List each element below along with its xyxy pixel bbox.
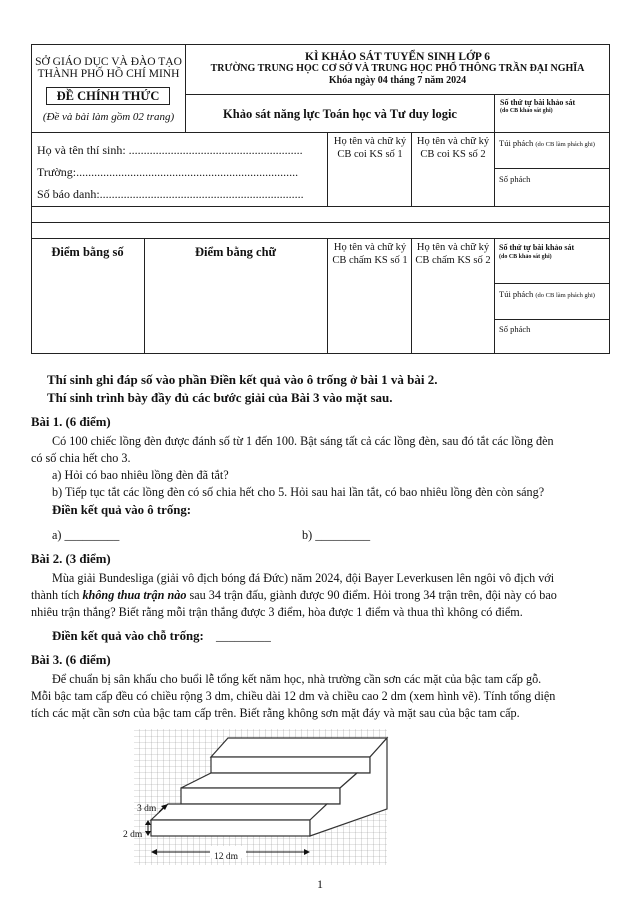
step2-front	[181, 788, 340, 804]
bai1-text1: Có 100 chiếc lồng đèn được đánh số từ 1 đến 100. Bật sáng tất cả các lồng đèn, sau đó tắt các lồng đèn	[52, 434, 554, 448]
code-label-bottom: Số phách	[499, 324, 531, 334]
grading-stt-note: (do CB khảo sát ghi)	[499, 254, 552, 260]
proctor1-label: Họ tên và chữ ký CB coi KS số 1	[333, 136, 407, 160]
bai1-answer-a[interactable]: a) _________	[52, 528, 120, 542]
bai3-text2: Mỗi bậc tam cấp đều có chiều rộng 3 dm, chiều dài 12 dm và chiều cao 2 dm (xem hình vẽ). Tính tổng diện	[31, 689, 556, 703]
bag-cell-bottom	[499, 289, 609, 301]
official-label: ĐỀ CHÍNH THỨC	[56, 89, 160, 103]
bai2-text2	[31, 587, 631, 604]
divider	[411, 132, 412, 207]
bai3-text3: tích các mặt cần sơn của bậc tam cấp trên. Biết rằng không sơn mặt đáy và mặt sau của bậc tam cấp.	[31, 706, 520, 720]
stt-label: Số thứ tự bài khảo sát	[500, 98, 576, 107]
bai1-title: Bài 1. (6 điểm)	[31, 415, 111, 429]
bai2-text3: nhiêu trận thắng? Biết rằng mỗi trận thắng được 3 điểm, hòa được 1 điểm và thua thì không có điểm.	[31, 605, 523, 619]
bai1-question-a: a) Hỏi có bao nhiêu lồng đèn đã tắt?	[52, 468, 229, 482]
bai2-title: Bài 2. (3 điểm)	[31, 552, 111, 566]
bag-label: Túi phách	[499, 138, 534, 148]
divider	[327, 132, 328, 207]
grading-stt-label: Số thứ tự bài khảo sát	[499, 243, 575, 252]
score-words-label: Điểm bằng chữ	[194, 245, 277, 259]
candidate-school-field[interactable]: Trường:..........................................................................	[37, 165, 299, 179]
subject-title: Khảo sát năng lực Toán học và Tư duy logic	[223, 107, 457, 121]
candidate-name-field[interactable]: Họ và tên thí sinh: ..........................................................	[37, 143, 303, 157]
spacer-strip	[31, 222, 610, 239]
proctor2-label: Họ tên và chữ ký CB coi KS số 2	[416, 136, 490, 160]
label-3dm: 3 dm	[137, 804, 157, 814]
bai1-text2: có số chia hết cho 3.	[31, 451, 131, 465]
dept-line1: SỞ GIÁO DỤC VÀ ĐÀO TẠO	[35, 56, 182, 68]
bai1-answer-b[interactable]: b) _________	[302, 528, 371, 542]
step1-front	[151, 820, 310, 836]
bai2-text2-post: sau 34 trận đấu, giành được 90 điểm. Hỏi trong 34 trận trên, đội này có bao	[186, 588, 557, 602]
exam-date: Khóa ngày 04 tháng 7 năm 2024	[328, 75, 467, 86]
bai1-fill-label: Điền kết quả vào ô trống:	[52, 503, 191, 517]
bai2-text2-emphasis: không thua trận nào	[82, 588, 187, 602]
bai2-text2-pre: thành tích	[31, 588, 83, 602]
dept-line2: THÀNH PHỐ HỒ CHÍ MINH	[37, 68, 180, 80]
bai2-text1: Mùa giải Bundesliga (giải vô địch bóng đá Đức) năm 2024, đội Bayer Leverkusen lên ngôi vô địch với	[52, 571, 555, 585]
staircase-figure	[115, 724, 405, 874]
bai2-answer[interactable]: _________	[216, 629, 271, 643]
bag-note: (do CB làm phách ghi)	[535, 141, 595, 148]
bai2-fill-label: Điền kết quả vào chỗ trống:	[52, 629, 204, 643]
spacer-strip	[31, 206, 610, 223]
grader2-label: Họ tên và chữ ký CB chấm KS số 2	[415, 242, 491, 266]
code-label-top: Số phách	[499, 174, 531, 184]
step3-front	[211, 757, 370, 773]
divider	[494, 132, 495, 207]
instruction-2: Thí sinh trình bày đầy đủ các bước giải của Bài 3 vào mặt sau.	[47, 390, 393, 405]
divider	[494, 283, 610, 284]
bag-cell-top	[499, 138, 609, 150]
step2-top	[181, 773, 357, 788]
divider	[494, 319, 610, 320]
divider	[411, 238, 412, 354]
school-name: TRƯỜNG TRUNG HỌC CƠ SỞ VÀ TRUNG HỌC PHỔ THÔNG TRẦN ĐẠI NGHĨA	[210, 63, 585, 74]
step1-top	[151, 804, 327, 820]
exam-title: KÌ KHẢO SÁT TUYỂN SINH LỚP 6	[305, 51, 490, 63]
divider	[494, 238, 495, 354]
divider	[494, 168, 610, 169]
instruction-1: Thí sinh ghi đáp số vào phần Điền kết quả vào ô trống ở bài 1 và bài 2.	[47, 372, 438, 387]
pages-note: (Đề và bài làm gồm 02 trang)	[42, 111, 175, 123]
grading-bag-label: Túi phách	[499, 289, 534, 299]
bai3-text1: Để chuẩn bị sân khấu cho buổi lễ tổng kết năm học, nhà trường cần sơn các mặt của bậc tam cấp gỗ.	[52, 672, 542, 686]
stt-note: (do CB khảo sát ghi)	[500, 108, 553, 114]
label-12dm: 12 dm	[214, 852, 239, 862]
official-stamp	[46, 87, 170, 105]
label-2dm: 2 dm	[123, 830, 143, 840]
grading-bag-note: (do CB làm phách ghi)	[535, 292, 595, 299]
bai3-title: Bài 3. (6 điểm)	[31, 653, 111, 667]
bai1-question-b: b) Tiếp tục tắt các lồng đèn có số chia hết cho 5. Hỏi sau hai lần tắt, có bao nhiêu lồng đèn còn sáng?	[52, 485, 545, 499]
candidate-id-field[interactable]: Số báo danh:....................................................................	[37, 187, 304, 201]
divider	[327, 238, 328, 354]
page-number: 1	[317, 877, 323, 891]
grader1-label: Họ tên và chữ ký CB chấm KS số 1	[332, 242, 408, 266]
score-number-label: Điểm bằng số	[51, 245, 124, 259]
step3-top	[211, 738, 387, 757]
